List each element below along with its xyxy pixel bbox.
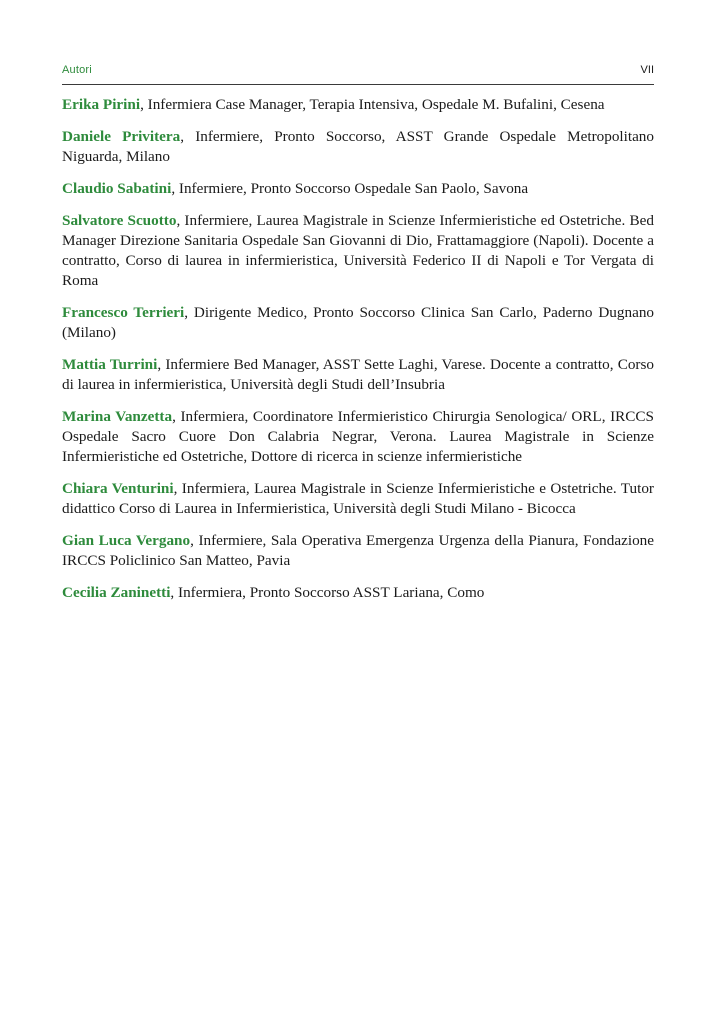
- author-name: Daniele Privitera: [62, 128, 181, 145]
- author-name: Erika Pirini: [62, 96, 141, 113]
- running-header: [62, 60, 654, 85]
- author-affiliation: , Infermiere, Pronto Soccorso, ASST Grande Ospedale Metropolitano Niguarda, Milano: [62, 128, 654, 165]
- author-entry: [62, 95, 654, 115]
- author-affiliation: , Dirigente Medico, Pronto Soccorso Clinica San Carlo, Paderno Dugnano (Milano): [62, 304, 655, 341]
- author-name: Chiara Venturini: [62, 480, 174, 497]
- author-entry: [62, 127, 654, 167]
- header-page-number: VII: [640, 64, 654, 76]
- author-name: Mattia Turrini: [62, 356, 158, 373]
- author-name: Marina Vanzetta: [62, 408, 173, 425]
- author-affiliation: , Infermiera, Pronto Soccorso ASST Lariana, Como: [170, 584, 485, 601]
- author-name: Francesco Terrieri: [62, 304, 185, 321]
- author-entry: [62, 303, 654, 343]
- author-affiliation: , Infermiere, Laurea Magistrale in Scienze Infermieristiche ed Ostetriche. Bed Manager Direzione Sanitaria Ospedale San Giovanni di Dio, Frattamaggiore (Napoli). Docente a contratto, Corso di laurea in infermieristica, Università Federico II di Napoli e Tor Vergata di Roma: [62, 212, 654, 289]
- author-entry: [62, 479, 654, 519]
- author-affiliation: , Infermiere Bed Manager, ASST Sette Laghi, Varese. Docente a contratto, Corso di laurea in infermieristica, Università degli Studi dell’Insubria: [62, 356, 654, 393]
- author-name: Salvatore Scuotto: [62, 212, 177, 229]
- author-entry: [62, 531, 654, 571]
- author-entry: [62, 211, 654, 291]
- header-section-title: Autori: [62, 64, 92, 76]
- author-affiliation: , Infermiere, Sala Operativa Emergenza Urgenza della Pianura, Fondazione IRCCS Policlinico San Matteo, Pavia: [62, 532, 654, 569]
- author-name: Cecilia Zaninetti: [62, 584, 171, 601]
- author-entry: [62, 355, 654, 395]
- authors-list: [62, 95, 654, 615]
- author-name: Gian Luca Vergano: [62, 532, 191, 549]
- author-affiliation: , Infermiera, Coordinatore Infermieristico Chirurgia Senologica/ ORL, IRCCS Ospedale Sacro Cuore Don Calabria Negrar, Verona. Laurea Magistrale in Scienze Infermieristiche ed Ostetriche, Dottore di ricerca in scienze infermieristiche: [62, 408, 654, 465]
- author-entry: [62, 179, 654, 199]
- author-affiliation: , Infermiera, Laurea Magistrale in Scienze Infermieristiche e Ostetriche. Tutor didattico Corso di Laurea in Infermieristica, Università degli Studi Milano - Bicocca: [62, 480, 654, 517]
- author-name: Claudio Sabatini: [62, 180, 172, 197]
- author-entry: [62, 407, 654, 467]
- author-affiliation: , Infermiere, Pronto Soccorso Ospedale San Paolo, Savona: [171, 180, 529, 197]
- author-affiliation: , Infermiera Case Manager, Terapia Intensiva, Ospedale M. Bufalini, Cesena: [140, 96, 605, 113]
- author-entry: [62, 583, 654, 603]
